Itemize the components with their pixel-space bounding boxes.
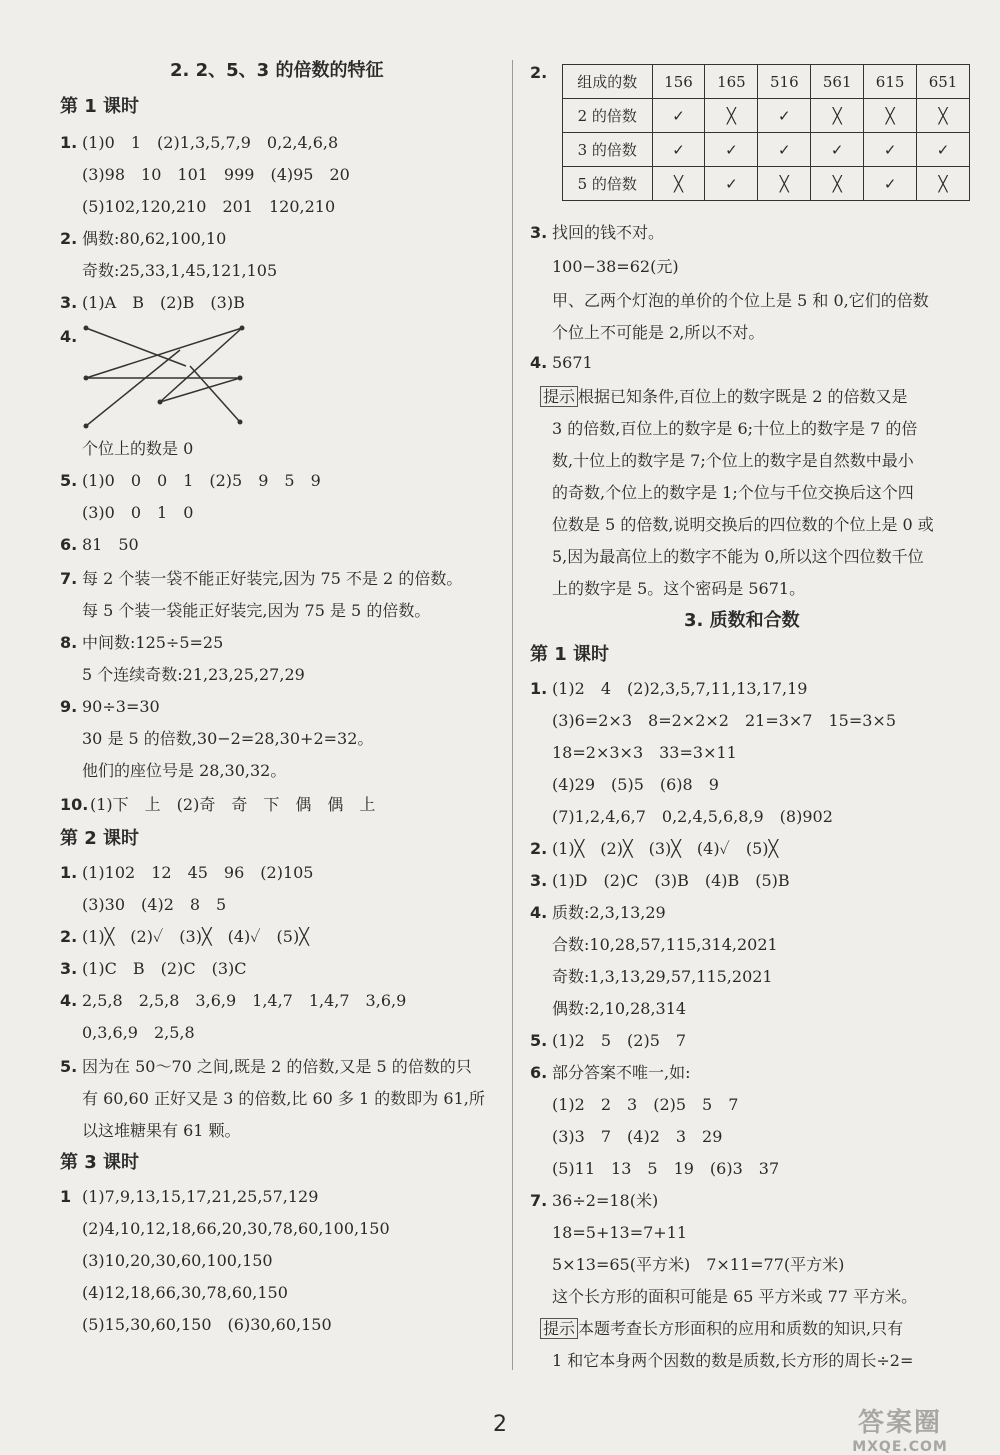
answer-line: (2)4,10,12,18,66,20,30,78,60,100,150	[82, 1219, 390, 1238]
lesson-title: 第 1 课时	[60, 96, 140, 117]
answer-text: (1)D (2)C (3)B (4)B (5)B	[552, 871, 790, 890]
lesson-title: 第 1 课时	[530, 644, 610, 665]
table-header-cell: 156	[652, 65, 705, 99]
table-cell: ✓	[652, 133, 705, 167]
question-number: 4.	[530, 903, 548, 922]
answer-line	[60, 1056, 472, 1078]
watermark-text: 答案圈	[857, 1408, 942, 1438]
answer-text: 36÷2=18(米)	[552, 1191, 659, 1210]
answer-line: (4)12,18,66,30,78,60,150	[82, 1283, 288, 1302]
answer-text: 部分答案不唯一,如:	[552, 1063, 691, 1082]
answer-line	[60, 470, 321, 492]
answer-line	[60, 958, 246, 980]
answer-line: (3)0 0 1 0	[82, 503, 194, 522]
question-number	[60, 326, 82, 348]
answer-line	[60, 1186, 318, 1208]
table-cell: ╳	[811, 99, 864, 133]
answer-line	[530, 678, 807, 700]
answer-line	[530, 1030, 686, 1052]
answer-text: (1)0 0 0 1 (2)5 9 5 9	[82, 471, 321, 490]
answer-line	[540, 1318, 903, 1340]
hint-label: 提示	[540, 386, 578, 407]
answer-line: 的奇数,个位上的数字是 1;个位与千位交换后这个四	[552, 483, 914, 502]
answer-text: 偶数:80,62,100,10	[82, 229, 227, 248]
answer-line: 有 60,60 正好又是 3 的倍数,比 60 多 1 的数即为 61,所	[82, 1089, 485, 1108]
answer-text: (1)0 1 (2)1,3,5,7,9 0,2,4,6,8	[82, 133, 339, 152]
answer-line: 18=2×3×3 33=3×11	[552, 743, 737, 762]
answer-line	[60, 534, 139, 556]
answer-line: 个位上的数是 0	[82, 439, 194, 458]
question-number: 4.	[60, 991, 78, 1010]
answer-line	[530, 838, 778, 860]
table-cell: ╳	[811, 167, 864, 201]
question-number: 3.	[60, 959, 78, 978]
question-number: 1.	[60, 863, 78, 882]
answer-text: (1)╳ (2)╳ (3)╳ (4)✓ (5)╳	[552, 839, 779, 858]
question-number: 3.	[60, 293, 78, 312]
answer-line: 5,因为最高位上的数字不能为 0,所以这个四位数千位	[552, 547, 924, 566]
answer-line: 奇数:1,3,13,29,57,115,2021	[552, 967, 773, 986]
table-header-cell: 561	[811, 65, 864, 99]
answer-line: 100−38=62(元)	[552, 257, 679, 276]
question-number: 5.	[60, 1057, 78, 1076]
answer-line: 1 和它本身两个因数的数是质数,长方形的周长÷2=	[552, 1351, 914, 1370]
answer-line: (1)2 2 3 (2)5 5 7	[552, 1095, 739, 1114]
question-number: 5.	[530, 1031, 548, 1050]
table-header-cell: 516	[758, 65, 811, 99]
answer-line: 18=5+13=7+11	[552, 1223, 688, 1242]
table-cell: ✓	[758, 133, 811, 167]
section-title: 2. 2、5、3 的倍数的特征	[170, 60, 384, 81]
question-number: 2.	[60, 229, 78, 248]
matching-diagram	[80, 322, 280, 432]
table-cell: ╳	[917, 99, 970, 133]
answer-text: (1)下 上 (2)奇 奇 下 偶 偶 上	[90, 795, 376, 814]
question-number: 7.	[530, 1191, 548, 1210]
answer-line	[530, 352, 593, 374]
answer-line: 以这堆糖果有 61 颗。	[82, 1121, 241, 1140]
watermark-domain: MXQE.COM	[852, 1439, 948, 1455]
answer-line: (5)11 13 5 19 (6)3 37	[552, 1159, 780, 1178]
table-cell: ╳	[758, 167, 811, 201]
question-number: 5.	[60, 471, 78, 490]
answer-line: 5 个连续奇数:21,23,25,27,29	[82, 665, 305, 684]
question-number: 4.	[530, 353, 548, 372]
answer-line: 奇数:25,33,1,45,121,105	[82, 261, 278, 280]
table-cell: ✓	[758, 99, 811, 133]
answer-line: 这个长方形的面积可能是 65 平方米或 77 平方米。	[552, 1287, 918, 1306]
question-number: 6.	[60, 535, 78, 554]
table-row	[563, 99, 970, 133]
answer-text: 本题考查长方形面积的应用和质数的知识,只有	[578, 1319, 904, 1338]
table-cell: ✓	[652, 99, 705, 133]
answer-text: 2,5,8 2,5,8 3,6,9 1,4,7 1,4,7 3,6,9	[82, 991, 407, 1010]
question-number: 2.	[530, 839, 548, 858]
row-label: 2 的倍数	[563, 99, 653, 133]
table-cell: ✓	[811, 133, 864, 167]
answer-text: 5671	[552, 353, 593, 372]
answer-line	[60, 568, 462, 590]
answer-line: (5)15,30,60,150 (6)30,60,150	[82, 1315, 332, 1334]
answer-line: 数,十位上的数字是 7;个位上的数字是自然数中最小	[552, 451, 914, 470]
answer-line	[60, 862, 314, 884]
column-divider	[512, 60, 513, 1370]
answer-line: 5×13=65(平方米) 7×11=77(平方米)	[552, 1255, 845, 1274]
answer-line	[60, 990, 406, 1012]
answer-line: (3)10,20,30,60,100,150	[82, 1251, 273, 1270]
answer-text: 根据已知条件,百位上的数字既是 2 的倍数又是	[578, 387, 908, 406]
multiples-table	[562, 64, 970, 201]
hint-label: 提示	[540, 1318, 578, 1339]
table-header-cell: 组成的数	[563, 65, 653, 99]
answer-line	[60, 292, 245, 314]
page-number: 2	[493, 1412, 507, 1437]
table-cell: ✓	[705, 167, 758, 201]
answer-line	[530, 870, 790, 892]
answer-line: 3 的倍数,百位上的数字是 6;十位上的数字是 7 的倍	[552, 419, 918, 438]
table-cell: ╳	[652, 167, 705, 201]
answer-text: (1)102 12 45 96 (2)105	[82, 863, 314, 882]
table-row	[563, 167, 970, 201]
answer-line: (5)102,120,210 201 120,210	[82, 197, 336, 216]
answer-line	[530, 902, 666, 924]
answer-text: (1)7,9,13,15,17,21,25,57,129	[82, 1187, 319, 1206]
answer-text: 找回的钱不对。	[552, 223, 665, 242]
question-number: 1	[60, 1187, 72, 1206]
answer-text: (1)2 5 (2)5 7	[552, 1031, 687, 1050]
answer-text: (1)A B (2)B (3)B	[82, 293, 245, 312]
answer-text: 中间数:125÷5=25	[82, 633, 224, 652]
answer-line	[60, 794, 375, 816]
answer-line: 甲、乙两个灯泡的单价的个位上是 5 和 0,它们的倍数	[552, 291, 929, 310]
answer-text: (1)2 4 (2)2,3,5,7,11,13,17,19	[552, 679, 808, 698]
answer-text: (1)╳ (2)✓ (3)╳ (4)✓ (5)╳	[82, 927, 309, 946]
answer-line: (3)98 10 101 999 (4)95 20	[82, 165, 350, 184]
question-number: 1.	[530, 679, 548, 698]
question-number: 3.	[530, 223, 548, 242]
answer-line: (3)3 7 (4)2 3 29	[552, 1127, 723, 1146]
answer-line	[60, 696, 160, 718]
section-title: 3. 质数和合数	[684, 610, 800, 631]
answer-text: 质数:2,3,13,29	[552, 903, 666, 922]
answer-line: 个位上不可能是 2,所以不对。	[552, 323, 765, 342]
lesson-title: 第 3 课时	[60, 1152, 140, 1173]
answer-line: 0,3,6,9 2,5,8	[82, 1023, 195, 1042]
question-number: 9.	[60, 697, 78, 716]
answer-line: (3)30 (4)2 8 5	[82, 895, 227, 914]
answer-line: (7)1,2,4,6,7 0,2,4,5,6,8,9 (8)902	[552, 807, 833, 826]
question-number: 3.	[530, 871, 548, 890]
table-header-cell: 615	[864, 65, 917, 99]
table-cell: ╳	[705, 99, 758, 133]
table-cell: ✓	[864, 133, 917, 167]
answer-line: 位数是 5 的倍数,说明交换后的四位数的个位上是 0 或	[552, 515, 934, 534]
answer-text: 81 50	[82, 535, 139, 554]
answer-line: 合数:10,28,57,115,314,2021	[552, 935, 778, 954]
table-header-cell: 165	[705, 65, 758, 99]
table-cell: ✓	[705, 133, 758, 167]
answer-line: 30 是 5 的倍数,30−2=28,30+2=32。	[82, 729, 374, 748]
answer-line: (3)6=2×3 8=2×2×2 21=3×7 15=3×5	[552, 711, 897, 730]
question-number	[530, 62, 552, 84]
question-number: 8.	[60, 633, 78, 652]
answer-line	[60, 132, 338, 154]
answer-line	[530, 222, 664, 244]
answer-text: 每 2 个装一袋不能正好装完,因为 75 不是 2 的倍数。	[82, 569, 463, 588]
answer-line	[60, 926, 309, 948]
answer-line: 每 5 个装一袋能正好装完,因为 75 是 5 的倍数。	[82, 601, 431, 620]
watermark-logo	[810, 1402, 990, 1455]
table-cell: ✓	[917, 133, 970, 167]
question-number-text: 4.	[60, 327, 78, 346]
answer-line	[530, 1062, 690, 1084]
question-number: 1.	[60, 133, 78, 152]
answer-line: 他们的座位号是 28,30,32。	[82, 761, 287, 780]
question-number: 7.	[60, 569, 78, 588]
table-header-cell: 651	[917, 65, 970, 99]
question-number: 2.	[60, 927, 78, 946]
question-number: 10.	[60, 795, 89, 814]
answer-line	[530, 1190, 658, 1212]
row-label: 5 的倍数	[563, 167, 653, 201]
question-number-text: 2.	[530, 63, 548, 82]
table-header-row	[563, 65, 970, 99]
answer-line	[540, 386, 907, 408]
question-number: 6.	[530, 1063, 548, 1082]
answer-line: (4)29 (5)5 (6)8 9	[552, 775, 719, 794]
table-cell: ╳	[864, 99, 917, 133]
table-cell: ╳	[917, 167, 970, 201]
answer-line: 上的数字是 5。这个密码是 5671。	[552, 579, 806, 598]
answer-line: 偶数:2,10,28,314	[552, 999, 687, 1018]
table-cell: ✓	[864, 167, 917, 201]
answer-text: 90÷3=30	[82, 697, 160, 716]
answer-text: 因为在 50～70 之间,既是 2 的倍数,又是 5 的倍数的只	[82, 1057, 472, 1076]
lesson-title: 第 2 课时	[60, 828, 140, 849]
answer-line	[60, 228, 226, 250]
row-label: 3 的倍数	[563, 133, 653, 167]
table-row	[563, 133, 970, 167]
answer-line	[60, 632, 223, 654]
answer-text: (1)C B (2)C (3)C	[82, 959, 247, 978]
